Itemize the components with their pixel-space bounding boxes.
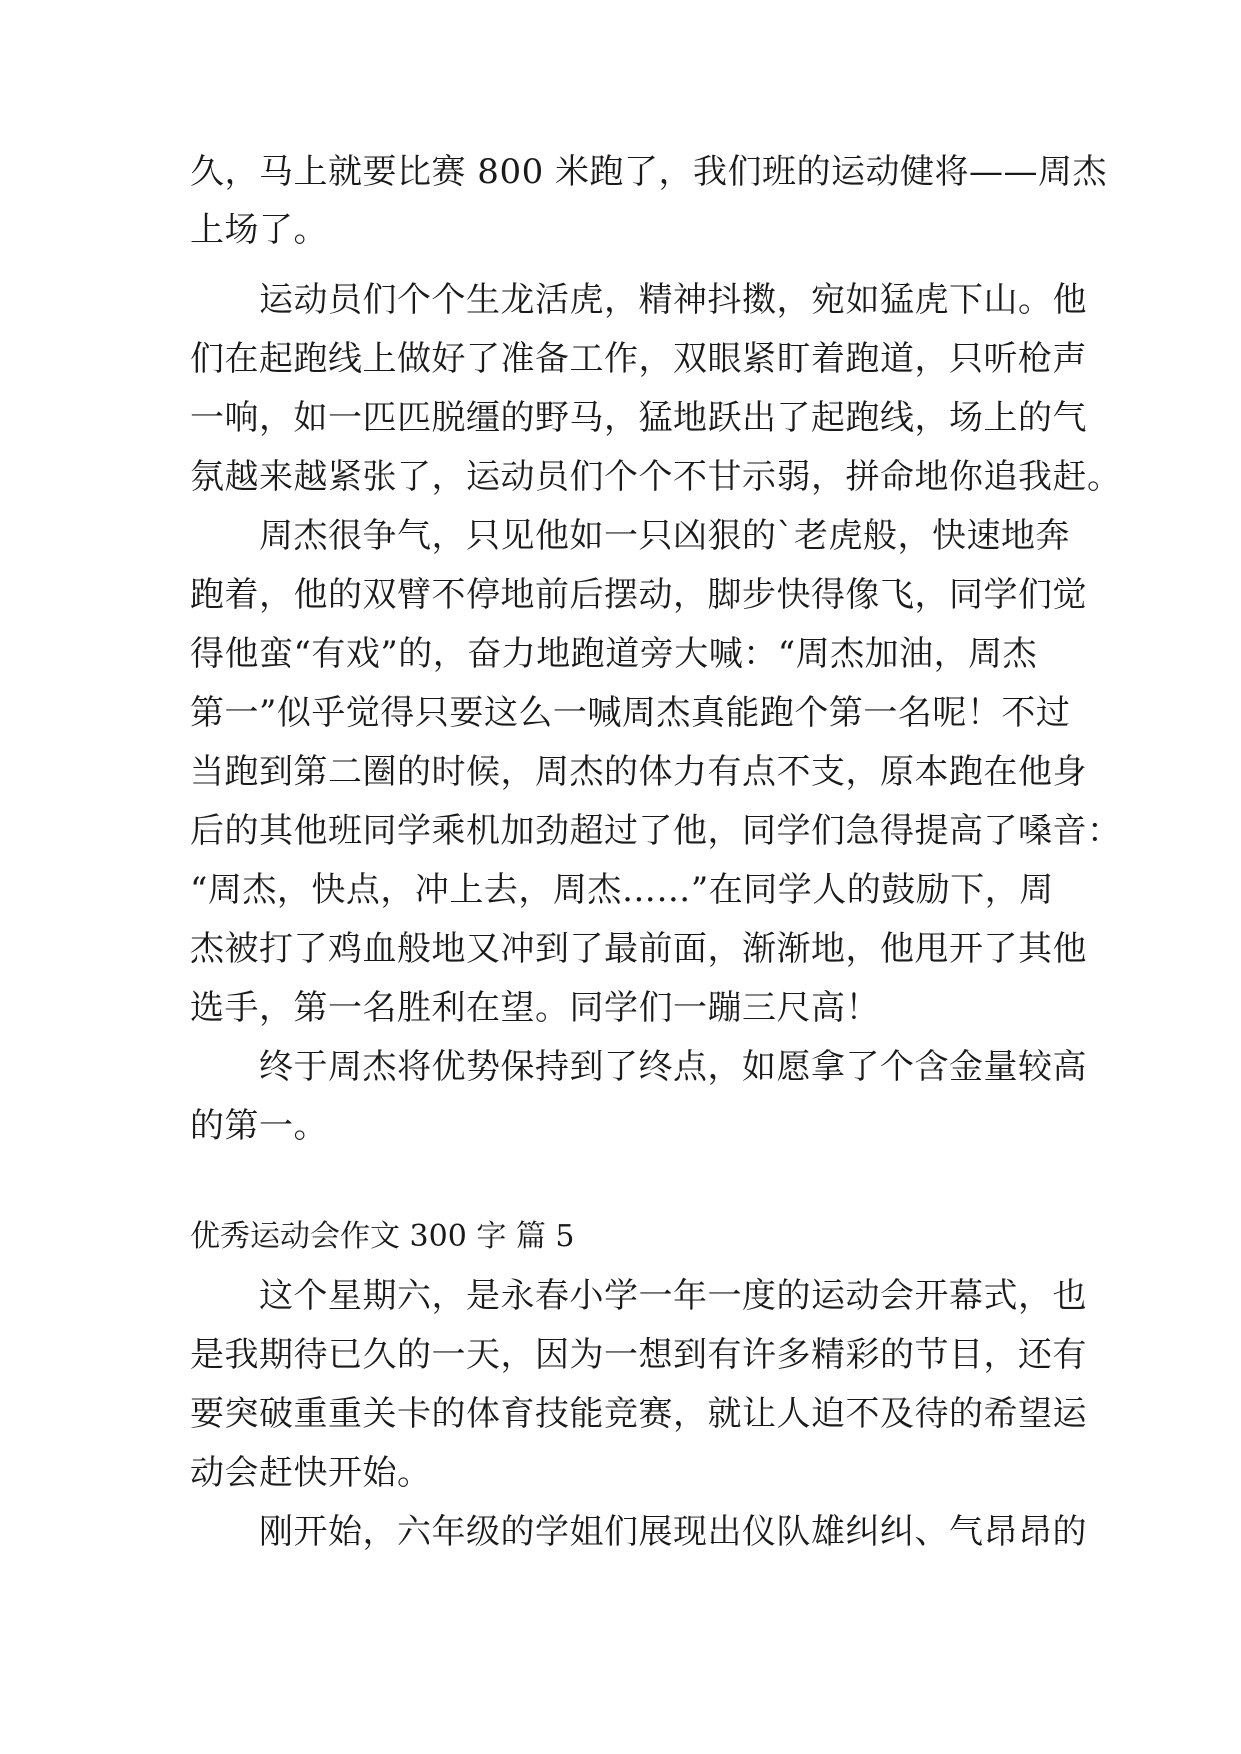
text-line: 运动员们个个生龙活虎，精神抖擞，宛如猛虎下山。他 xyxy=(190,280,1087,320)
text-line: 后的其他班同学乘机加劲超过了他，同学们急得提高了嗓音： xyxy=(190,811,1122,851)
text-line: 周杰很争气，只见他如一只凶狠的`老虎般，快速地奔 xyxy=(190,516,1070,556)
text-line: 动会赶快开始。 xyxy=(190,1453,432,1493)
text-line: 刚开始，六年级的学姐们展现出仪队雄纠纠、气昂昂的 xyxy=(190,1512,1087,1552)
text-line: 杰被打了鸡血般地又冲到了最前面，渐渐地，他甩开了其他 xyxy=(190,929,1087,969)
text-line: 终于周杰将优势保持到了终点，如愿拿了个含金量较高 xyxy=(190,1047,1087,1087)
text-line: 要突破重重关卡的体育技能竞赛，就让人迫不及待的希望运 xyxy=(190,1394,1087,1434)
text-line: 上场了。 xyxy=(190,210,328,250)
text-line: 们在起跑线上做好了准备工作，双眼紧盯着跑道，只听枪声 xyxy=(190,339,1087,379)
text-line: 一响，如一匹匹脱缰的野马，猛地跃出了起跑线，场上的气 xyxy=(190,398,1087,438)
text-line: 久，马上就要比赛 800 米跑了，我们班的运动健将——周杰 xyxy=(190,152,1108,192)
text-line: 当跑到第二圈的时候，周杰的体力有点不支，原本跑在他身 xyxy=(190,752,1087,792)
text-line: 选手，第一名胜利在望。同学们一蹦三尺高！ xyxy=(190,988,880,1028)
text-line: 氛越来越紧张了，运动员们个个不甘示弱，拼命地你追我赶。 xyxy=(190,457,1122,497)
text-line: 是我期待已久的一天，因为一想到有许多精彩的节目，还有 xyxy=(190,1335,1087,1375)
text-line: 的第一。 xyxy=(190,1106,328,1146)
text-line: 这个星期六，是永春小学一年一度的运动会开幕式，也 xyxy=(190,1276,1087,1316)
text-line: 得他蛮“有戏”的，奋力地跑道旁大喊：“周杰加油，周杰 xyxy=(190,634,1038,674)
text-line: “周杰，快点，冲上去，周杰……”在同学人的鼓励下，周 xyxy=(190,870,1054,910)
text-line: 第一”似乎觉得只要这么一喊周杰真能跑个第一名呢！不过 xyxy=(190,693,1071,733)
section-heading: 优秀运动会作文 300 字 篇 5 xyxy=(190,1219,575,1254)
text-line: 跑着，他的双臂不停地前后摆动，脚步快得像飞，同学们觉 xyxy=(190,575,1087,615)
